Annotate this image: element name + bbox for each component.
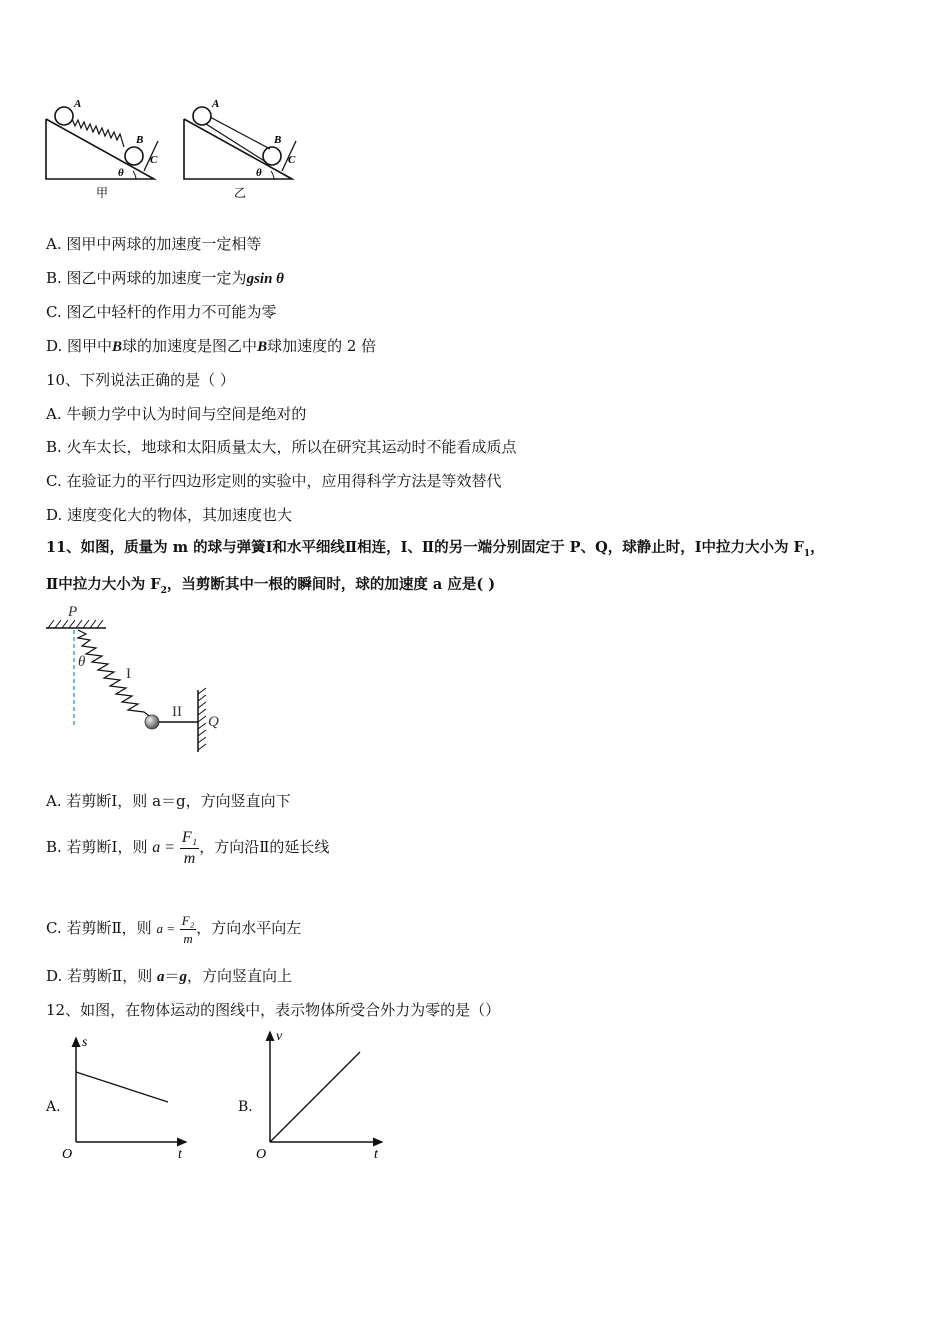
label-theta: θ <box>78 654 86 670</box>
ball-a-yi <box>193 107 211 125</box>
q12-graph-a-label: A. <box>46 1099 61 1115</box>
q11-option-c-numerator: F₂ <box>181 912 195 928</box>
figure-jia-yi <box>40 95 310 205</box>
figure-spring-string <box>40 600 240 760</box>
q11-option-d-text: D. 若剪断Ⅱ，则 <box>46 967 157 985</box>
q12-graph-a <box>60 1030 195 1165</box>
q11-option-b-numerator: F₁ <box>180 828 199 849</box>
label-c-yi: C <box>288 154 296 166</box>
q9-option-d-1: D. 图甲中 <box>46 337 113 355</box>
graph-b-line <box>270 1052 360 1142</box>
q9-option-b-g: g <box>246 271 255 287</box>
q11-option-c-lhs: a = <box>156 921 175 936</box>
q12-graph-b <box>254 1026 389 1166</box>
q10-option-b: B. 火车太长，地球和太阳质量太大，所以在研究其运动时不能看成质点 <box>46 438 517 456</box>
label-a-jia: A <box>74 98 82 110</box>
q12-stem: 12、如图，在物体运动的图线中，表示物体所受合外力为零的是（） <box>46 1001 501 1019</box>
q11-stem-2-sub: 2 <box>160 585 167 596</box>
q10-option-d: D. 速度变化大的物体，其加速度也大 <box>46 506 293 524</box>
rod-yi-2 <box>210 117 270 149</box>
q9-option-d-2: 球的加速度是图乙中 <box>122 337 258 355</box>
q11-option-b-fraction <box>180 828 199 869</box>
q11-option-c-text: C. 若剪断Ⅱ，则 <box>46 919 152 937</box>
q11-option-c-post: ，方向水平向左 <box>196 919 302 937</box>
graph-b-origin: O <box>256 1147 267 1162</box>
q11-stem-1 <box>46 538 825 564</box>
q11-option-b-denominator: m <box>183 849 196 867</box>
q11-option-c-denominator: m <box>183 930 193 946</box>
graph-a-origin: O <box>62 1147 73 1162</box>
q11-option-b <box>46 824 329 870</box>
q9-option-b <box>46 268 284 289</box>
q11-stem-2-text: Ⅱ中拉力大小为 F <box>46 576 161 593</box>
q11-stem-1-sub: 1 <box>803 548 811 559</box>
label-a-yi: A <box>212 98 220 110</box>
q11-option-d-post: ，方向竖直向上 <box>187 967 293 985</box>
ball-a-jia <box>55 107 73 125</box>
q10-option-c: C. 在验证力的平行四边形定则的实验中，应用得科学方法是等效替代 <box>46 472 502 490</box>
label-string-ii: II <box>172 704 182 720</box>
caption-jia: 甲 <box>96 186 109 200</box>
q11-option-d-g: g <box>179 969 188 985</box>
rod-yi-1 <box>206 124 266 162</box>
spring-i <box>78 630 152 718</box>
label-p: P <box>68 604 78 620</box>
graph-b-xlabel: t <box>374 1147 378 1162</box>
q11-option-d <box>46 966 292 987</box>
label-b-jia: B <box>136 134 144 146</box>
q11-option-a: A. 若剪断Ⅰ，则 a＝g，方向竖直向下 <box>46 792 291 810</box>
q11-stem-1-end: ， <box>810 539 825 556</box>
q11-option-b-post: ，方向沿Ⅱ的延长线 <box>199 838 330 856</box>
theta-jia: θ <box>118 167 124 179</box>
q11-option-d-eq: ＝ <box>164 967 180 985</box>
q9-option-b-sin: sin θ <box>254 271 284 287</box>
q11-stem-2 <box>46 575 495 601</box>
q9-option-b-text: B. 图乙中两球的加速度一定为 <box>46 269 247 287</box>
q11-option-b-text: B. 若剪断Ⅰ，则 <box>46 838 148 856</box>
q9-option-d-b2: B <box>257 339 268 355</box>
ball-b-jia <box>125 147 143 165</box>
q11-option-b-lhs: a = <box>152 839 176 856</box>
q11-stem-2-end: ，当剪断其中一根的瞬间时，球的加速度 a 应是( ) <box>166 576 496 593</box>
q9-option-d-b1: B <box>112 339 123 355</box>
label-c-jia: C <box>150 154 158 166</box>
label-b-yi: B <box>274 134 282 146</box>
q9-option-a: A. 图甲中两球的加速度一定相等 <box>46 235 262 253</box>
spring-jia <box>72 119 124 147</box>
q11-option-c <box>46 906 301 950</box>
ball-m <box>145 715 159 729</box>
graph-a-xlabel: t <box>178 1147 182 1162</box>
q10-option-a: A. 牛顿力学中认为时间与空间是绝对的 <box>46 405 307 423</box>
graph-a-ylabel: s <box>82 1035 88 1050</box>
label-q: Q <box>208 714 219 730</box>
q9-option-d-3: 球加速度的 2 倍 <box>267 337 377 355</box>
q11-option-c-fraction <box>180 912 196 947</box>
q9-option-c: C. 图乙中轻杆的作用力不可能为零 <box>46 303 277 321</box>
q9-option-d <box>46 336 376 357</box>
graph-b-ylabel: v <box>276 1029 283 1044</box>
label-spring-i: I <box>126 666 131 682</box>
caption-yi: 乙 <box>234 186 247 200</box>
theta-yi: θ <box>256 167 262 179</box>
graph-a-line <box>76 1072 168 1102</box>
q10-stem: 10、下列说法正确的是（ ） <box>46 371 235 389</box>
q12-graph-b-label: B. <box>238 1099 253 1115</box>
q11-stem-1-text: 11、如图，质量为 m 的球与弹簧Ⅰ和水平细线Ⅱ相连，Ⅰ、Ⅱ的另一端分别固定于 P、Q，球静止时，Ⅰ中拉力大小为 F <box>46 539 804 556</box>
q11-option-d-a: a <box>157 969 165 985</box>
